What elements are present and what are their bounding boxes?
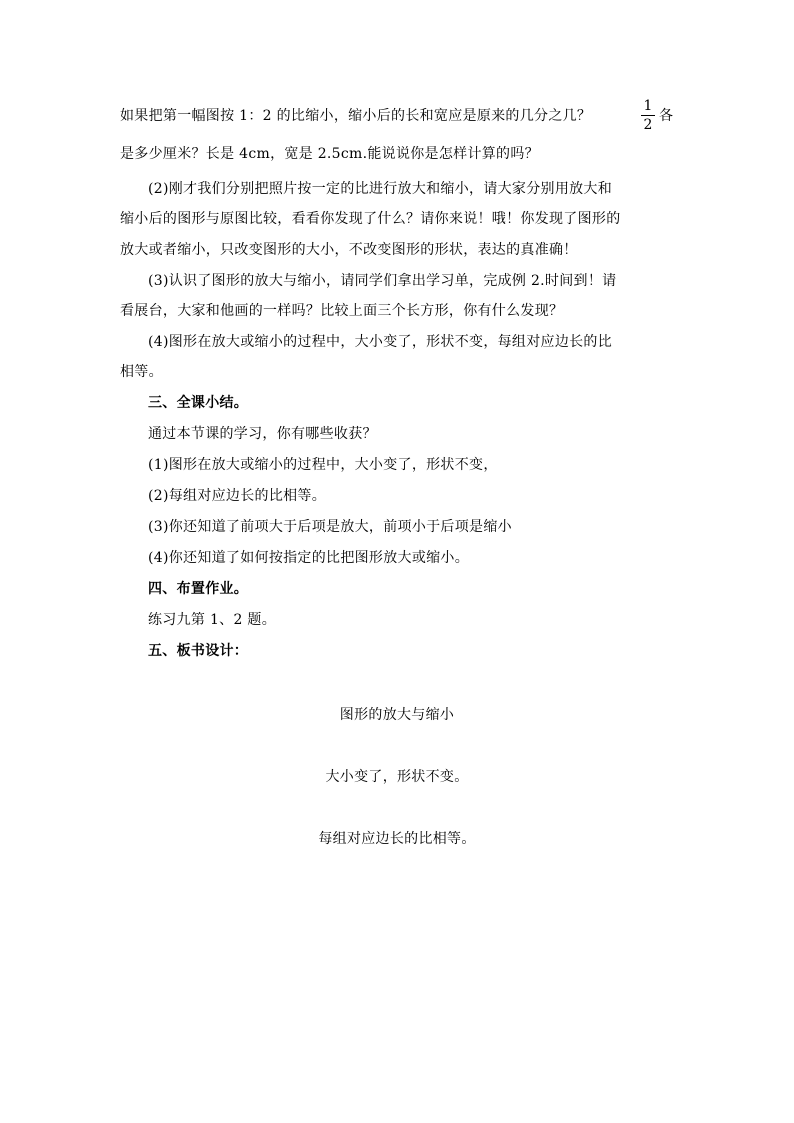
section-3-heading: 三、全课小结。 xyxy=(148,395,249,411)
paragraph-1-line-2: 是多少厘米？长是 4cm，宽是 2.5cm.能说说你是怎样计算的吗？ xyxy=(120,146,539,162)
paragraph-1-line-1: 如果把第一幅图按 1：2 的比缩小，缩小后的长和宽应是原来的几分之几？ xyxy=(120,108,592,124)
paragraph-4-line-1: (4)图形在放大或缩小的过程中，大小变了，形状不变，每组对应边长的比 xyxy=(148,334,613,350)
paragraph-1-line-1-tail: 各 xyxy=(659,108,673,124)
section-5-heading: 五、板书设计： xyxy=(148,643,249,659)
section-4-text: 练习九第 1、2 题。 xyxy=(148,612,277,628)
board-line-1: 大小变了，形状不变。 xyxy=(325,769,469,785)
board-line-2: 每组对应边长的比相等。 xyxy=(318,831,476,847)
section-3-item-3: (3)你还知道了前项大于后项是放大，前项小于后项是缩小 xyxy=(148,519,512,535)
section-3-item-4: (4)你还知道了如何按指定的比把图形放大或缩小。 xyxy=(148,550,470,566)
paragraph-2-line-2: 缩小后的图形与原图比较，看看你发现了什么？请你来说！哦！你发现了图形的 xyxy=(120,211,621,227)
paragraph-3-line-2: 看展台，大家和他画的一样吗？比较上面三个长方形，你有什么发现？ xyxy=(120,303,564,319)
section-3-item-1: (1)图形在放大或缩小的过程中，大小变了，形状不变， xyxy=(148,457,498,473)
section-3-intro: 通过本节课的学习，你有哪些收获？ xyxy=(148,426,377,442)
board-title: 图形的放大与缩小 xyxy=(339,707,455,723)
paragraph-4-line-2: 相等。 xyxy=(120,364,163,380)
fraction-one-half xyxy=(641,98,655,133)
paragraph-3-line-1: (3)认识了图形的放大与缩小，请同学们拿出学习单，完成例 2.时间到！请 xyxy=(148,273,617,289)
section-4-heading: 四、布置作业。 xyxy=(148,581,249,597)
section-3-item-2: (2)每组对应边长的比相等。 xyxy=(148,488,327,504)
fraction-numerator: 1 xyxy=(641,98,655,116)
paragraph-2-line-3: 放大或者缩小，只改变图形的大小，不改变图形的形状，表达的真准确！ xyxy=(120,242,578,258)
fraction-denominator: 2 xyxy=(643,117,653,133)
paragraph-2-line-1: (2)刚才我们分别把照片按一定的比进行放大和缩小，请大家分别用放大和 xyxy=(148,181,613,197)
